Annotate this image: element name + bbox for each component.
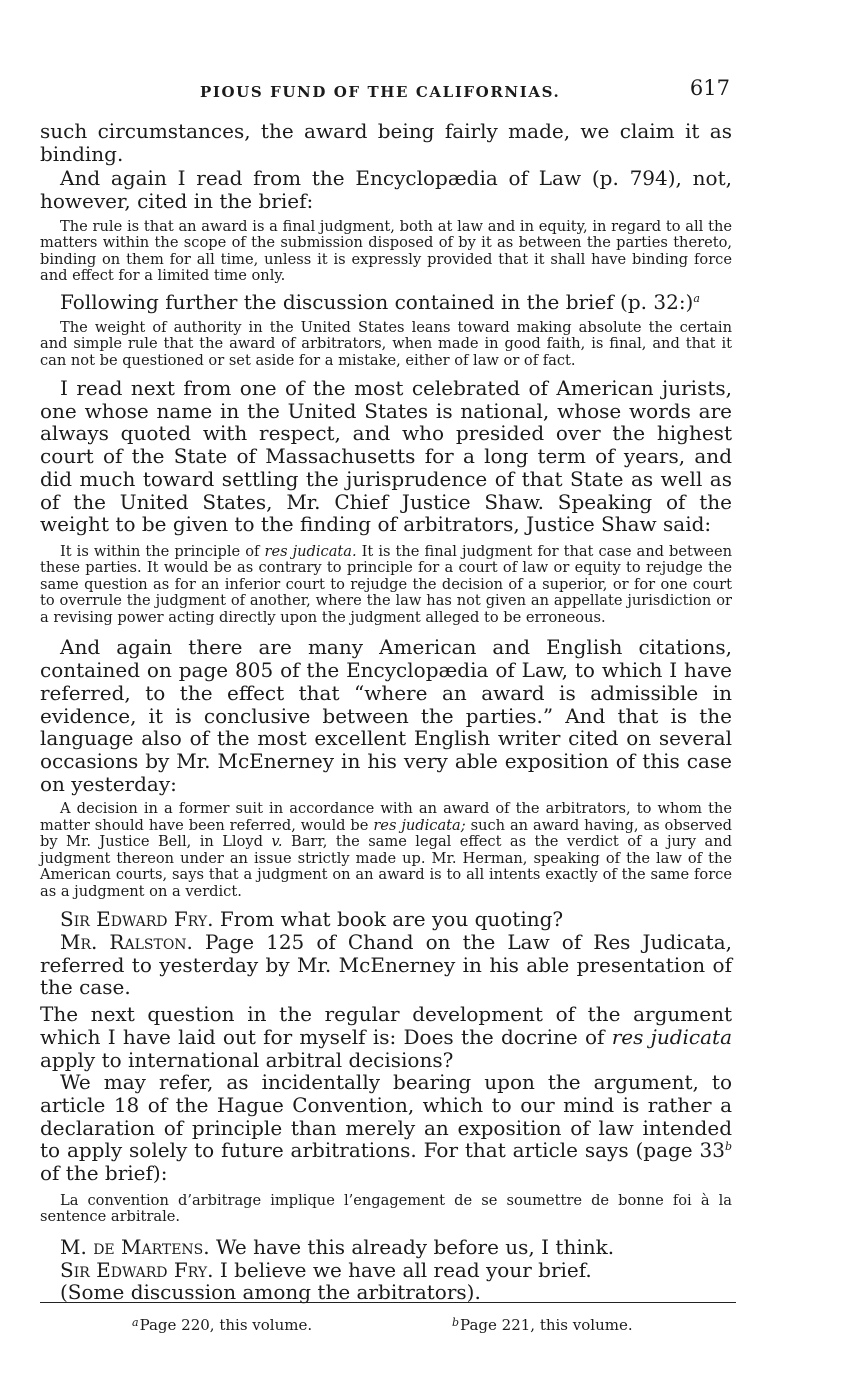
speaker-name: Sir Edward Fry. — [60, 907, 214, 932]
paragraph-text: apply to international arbitral decisions? — [40, 1047, 454, 1072]
footnote-a-mark: a — [132, 1316, 139, 1329]
quote-res-judicata-principle — [40, 544, 732, 627]
paragraph-chief-justice-shaw: I read next from one of the most celebrated of American jurists, one whose name in the United States is national, whose words are always quoted with respect, and who presided over the highest court of the State of Massachusetts for a long term of years, and did much toward settling the jurisprudence of that State as well as of the United States, Mr. Chief Justice Shaw. Speaking of the weight to be given to the finding of arbitrators, Justice Shaw said: — [40, 376, 732, 537]
speaker-name: Mr. Ralston. — [60, 930, 193, 955]
quote-italic: res judicata; — [373, 816, 466, 834]
paragraph-hague-convention — [40, 1071, 732, 1185]
quote-italic: res judicata. — [264, 542, 357, 560]
quote-text: Barr, the same legal effect as the verdict of a jury and judgment thereon under an issue strictly made up. Mr. Herman, speaking of the law of the American courts, says that a judgment on an award is to all intents exactly of the same force as a judgment on a verdict. — [40, 833, 732, 900]
footnote-a-text: Page 220, this volume. — [139, 1316, 313, 1334]
paragraph-next-question — [40, 1003, 732, 1071]
dialogue-fry-brief — [40, 1259, 732, 1282]
footnote-divider — [40, 1302, 736, 1303]
quote-text: such an award having, as observed by Mr. Justice Bell, in Lloyd — [40, 816, 733, 851]
quote-final-judgment: The rule is that an award is a final judgment, both at law and in equity, in regard to all the matters within the scope of the submission disposed of by it as between the parties thereto, binding on them for all time, unless it is expressly provided that it shall have binding force and effect for a limited time only. — [40, 217, 732, 285]
page-number: 617 — [689, 76, 730, 100]
footnote-a — [132, 1316, 312, 1334]
paragraph-following-brief — [40, 291, 732, 314]
footnote-b-text: Page 221, this volume. — [460, 1316, 633, 1334]
dialogue-text: I believe we have all read your brief. — [213, 1257, 592, 1282]
quote-text: It is within the principle of — [60, 542, 265, 560]
dialogue-fry-question — [40, 908, 732, 931]
quote-french-convention: La convention d’arbitrage implique l’engagement de se soumettre de bonne foi à la sentence arbitrale. — [40, 1191, 732, 1226]
quote-text: A decision in a former suit in accordance with an award of the arbitrators, to whom the matter should have been referred, would be — [40, 800, 732, 834]
footnote-ref-a: a — [693, 291, 700, 305]
dialogue-de-martens — [40, 1236, 732, 1259]
quote-italic: v. — [271, 833, 283, 851]
dialogue-text: Page 125 of Chand on the Law of Res Judicata, referred to yesterday by Mr. McEnerney in his able presentation of the case. — [40, 930, 732, 1000]
running-title: PIOUS FUND OF THE CALIFORNIAS. — [200, 83, 561, 101]
paragraph-following-brief-text: Following further the discussion contained in the brief (p. 32:) — [60, 289, 694, 314]
quote-weight-of-authority: The weight of authority in the United States leans toward making absolute the certain and simple rule that the award of arbitrators, when made in good faith, is final, and that it can not be questioned or set aside for a mistake, either of law or of fact. — [40, 318, 732, 369]
quote-former-suit — [40, 801, 732, 900]
paragraph-italic: res judicata — [611, 1024, 733, 1049]
dialogue-text: From what book are you quoting? — [213, 907, 564, 932]
stage-note-discussion: (Some discussion among the arbitrators). — [60, 1280, 481, 1305]
page-body — [40, 120, 732, 1304]
paragraph-encyclopaedia: And again I read from the Encyclopædia of Law (p. 794), not, however, cited in the brief: — [40, 166, 732, 214]
speaker-name: Sir Edward Fry. — [60, 1257, 214, 1282]
dialogue-ralston-answer — [40, 931, 732, 999]
page-header — [40, 76, 730, 106]
footnotes — [40, 1316, 736, 1340]
dialogue-text: We have this already before us, I think. — [209, 1234, 615, 1259]
speaker-name: M. de Martens. — [60, 1234, 210, 1259]
paragraph-american-english-citations: And again there are many American and English citations, contained on page 805 of the Encyclopædia of Law, to which I have referred, to the effect that “where an award is admissible in evidence, it is conclusive between the parties.” And that is the language also of the most excellent English writer cited on several occasions by Mr. McEnerney in his very able exposition of this case on yesterday: — [40, 635, 732, 796]
footnote-b-mark: b — [452, 1316, 460, 1329]
footnote-b — [452, 1316, 633, 1334]
paragraph-text: We may refer, as incidentally bearing upon the argument, to article 18 of the Hague Convention, which to our mind is rather a declaration of principle than merely an exposition of law intended to apply solely to future arbitrations. For that article says (page 33 — [40, 1070, 732, 1163]
paragraph-text: of the brief): — [40, 1161, 168, 1186]
paragraph-binding: such circumstances, the award being fairly made, we claim it as binding. — [40, 119, 732, 166]
quote-text: It is the final judgment for that case and between these parties. It would be as contrary to principle for a court of law or equity to rejudge the same question as for an inferior court to rejudge the decision of a superior, or for one court to overrule the judgment of another, where the law has not given an appellate jurisdiction or a revising power acting directly upon the judgment alleged to be erroneous. — [40, 542, 732, 626]
paragraph-text: The next question in the regular development of the argument which I have laid out for myself is: Does the docrine of — [40, 1002, 732, 1049]
footnote-ref-b: b — [724, 1140, 732, 1154]
